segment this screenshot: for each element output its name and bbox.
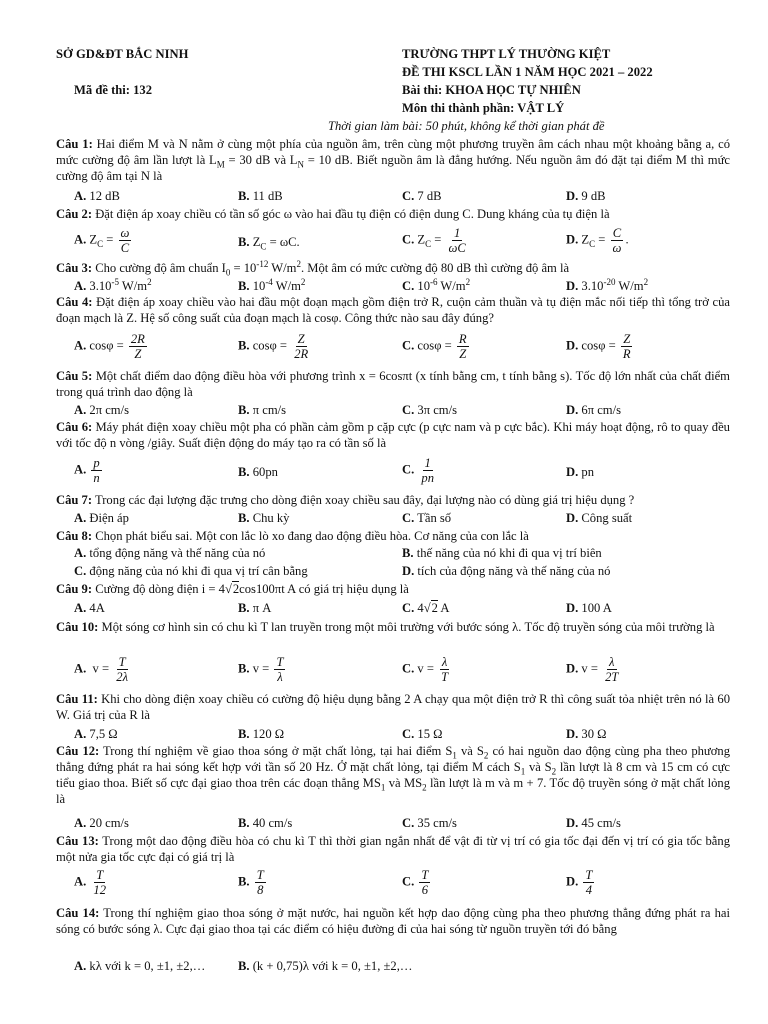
option-d[interactable]: D. 6π cm/s [566,403,621,417]
option-a[interactable]: A. kλ với k = 0, ±1, ±2,… [74,959,206,973]
option-a[interactable]: A. $\frac{T}{12}$ [74,868,106,897]
option-d[interactable]: D. $Z_C$ = $\frac{C}{\omega}$ . [566,226,629,255]
question-label: Câu 6: [56,420,93,434]
option-b[interactable]: B. $10^{-4}$ $W/m^2$ [238,276,306,293]
question-13: Câu 13: Trong một dao động điều hòa có chu kì T thì thời gian ngắn nhất để vật đi từ vị trí có gia tốc đại đến vị trí có gia tốc bằng một nửa gia tốc cực đại có giá trị là [56,834,730,864]
option-a[interactable]: A. cosφ = $\frac{2R}{Z}$ [74,332,145,361]
answer-options [74,456,734,488]
exam-subject: Bài thi: KHOA HỌC TỰ NHIÊN [402,83,581,97]
option-d[interactable]: D. pn [566,465,594,479]
answer-options [74,563,734,581]
option-c[interactable]: C. $\frac{1}{pn}$ [402,456,434,485]
answer-options [74,600,734,618]
question-label: Câu 12: [56,744,100,758]
option-c[interactable]: C. 35 cm/s [402,816,457,830]
option-b[interactable]: B. v = $\frac{T}{\lambda}$ [238,655,284,684]
question-2: Câu 2: Đặt điện áp xoay chiều có tần số góc ω vào hai đầu tụ điện có điện dung C. Dung kháng của tụ điện là [56,207,610,221]
question-label: Câu 2: [56,207,93,221]
answer-options [74,726,734,744]
option-d[interactable]: D. 100 A [566,601,612,615]
answer-options [74,332,734,364]
option-d[interactable]: D. cosφ = $\frac{Z}{R}$ [566,332,631,361]
question-10: Câu 10: Một sóng cơ hình sin có chu kì T lan truyền trong một môi trường với bước sóng λ. Tốc độ truyền sóng của môi trường là [56,620,715,634]
option-d[interactable]: D. 30 Ω [566,727,607,741]
option-b[interactable]: B. $\frac{T}{8}$ [238,868,264,897]
question-5: Câu 5: Một chất điểm dao động điều hòa với phương trình x = 6cosπt (x tính bằng cm, t tính bằng s). Tốc độ lớn nhất của chất điểm trong quá trình dao động là [56,369,730,399]
answer-options [74,655,734,687]
answer-options [74,402,734,420]
option-a[interactable]: A. 20 cm/s [74,816,129,830]
option-b[interactable]: B. 40 cm/s [238,816,293,830]
question-label: Câu 10: [56,620,99,634]
question-label: Câu 11: [56,692,98,706]
exam-time: Thời gian làm bài: 50 phút, không kể thời gian phát đề [328,119,605,133]
option-b[interactable]: B. π cm/s [238,403,287,417]
answer-options [74,815,734,833]
option-a[interactable]: A. $3.10^{-5}$ $W/m^2$ [74,276,152,293]
option-d[interactable]: D. 9 dB [566,189,606,203]
option-d[interactable]: D. tích của động năng và thế năng của nó [402,564,611,578]
question-label: Câu 5: [56,369,93,383]
option-c[interactable]: C. $10^{-6}$ $W/m^2$ [402,276,471,293]
option-a[interactable]: A. Điện áp [74,511,129,525]
option-c[interactable]: C. v = $\frac{\lambda}{T}$ [402,655,449,684]
option-b[interactable]: B. 11 dB [238,189,283,203]
option-d[interactable]: D. $\frac{T}{4}$ [566,868,593,897]
option-a[interactable]: A. $\frac{p}{n}$ [74,456,100,485]
question-label: Câu 4: [56,295,93,309]
option-a[interactable]: A. v = $\frac{T}{2\lambda}$ [74,655,129,684]
dept-name: SỞ GD&ĐT BẮC NINH [56,47,189,61]
answer-options [74,510,734,528]
option-b[interactable]: B. Chu kỳ [238,511,290,525]
option-c[interactable]: C. cosφ = $\frac{R}{Z}$ [402,332,467,361]
option-b[interactable]: B. 60pn [238,465,278,479]
question-7: Câu 7: Trong các đại lượng đặc trưng cho dòng điện xoay chiều sau đây, đại lượng nào có dùng giá trị hiệu dụng ? [56,493,635,507]
question-3: Câu 3: Cho cường độ âm chuẩn $I_0 = 10^{-12}$ $W/m^2$. Một âm có mức cường độ 80 dB thì cường độ âm là [56,258,570,278]
question-label: Câu 1: [56,137,93,151]
option-b[interactable]: B. $Z_C = \omega C$. [238,235,300,252]
answer-options [74,868,734,900]
option-d[interactable]: D. Công suất [566,511,633,525]
option-b[interactable]: B. thế năng của nó khi đi qua vị trí biên [402,546,602,560]
option-d[interactable]: D. 45 cm/s [566,816,621,830]
option-c[interactable]: C. $Z_C$ = $\frac{1}{\omega C}$ [402,226,466,255]
answer-options [74,226,734,256]
option-a[interactable]: A. tổng động năng và thế năng của nó [74,546,266,560]
school-name: TRƯỜNG THPT LÝ THƯỜNG KIỆT [402,47,611,61]
option-a[interactable]: A. 7,5 Ω [74,727,118,741]
question-label: Câu 7: [56,493,93,507]
question-9: Câu 9: Cường độ dòng điện i = 4√2cos100πt A có giá trị hiệu dụng là [56,582,409,596]
exam-title: ĐỀ THI KSCL LẦN 1 NĂM HỌC 2021 – 2022 [402,65,653,79]
question-12: Câu 12: Trong thí nghiệm về giao thoa sóng ở mặt chất lỏng, tại hai điểm $S_1$ và $S_2$ có hai nguồn dao động cùng pha theo phương thẳng đứng phát ra hai sóng kết hợp với tần số 20 Hz. Ở mặt chất lỏng, tại điểm M cách $S_1$ và $S_2$ lần lượt là 8 cm và 15 cm có cực tiểu giao thoa. Biết số cực đại giao thoa trên các đoạn thẳng $MS_1$ và $MS_2$ lần lượt là m và m + 7. Tốc độ truyền sóng ở mặt chất lỏng là [56,744,731,806]
option-c[interactable]: C. 7 dB [402,189,442,203]
option-a[interactable]: A. 12 dB [74,189,120,203]
question-4: Câu 4: Đặt điện áp xoay chiều vào hai đầu một đoạn mạch gồm điện trở R, cuộn cảm thuần và tụ điện mắc nối tiếp thì tổng trở của đoạn mạch là Z. Hệ số công suất của đoạn mạch là cosφ. Công thức nào sau đây đúng? [56,295,730,325]
option-b[interactable]: B. cosφ = $\frac{Z}{2R}$ [238,332,309,361]
question-label: Câu 9: [56,582,93,596]
question-14: Câu 14: Trong thí nghiệm giao thoa sóng ở mặt nước, hai nguồn kết hợp dao động cùng pha theo phương thẳng đứng phát ra hai sóng có bước sóng λ. Cực đại giao thoa tại các điểm có hiệu đường đi của hai sóng từ nguồn truyền tới đó bằng [56,906,730,936]
option-a[interactable]: A. 2π cm/s [74,403,129,417]
option-b[interactable]: B. 120 Ω [238,727,285,741]
option-d[interactable]: D. $3.10^{-20}$ $W/m^2$ [566,276,649,293]
option-a[interactable]: A. 4A [74,601,105,615]
option-d[interactable]: D. v = $\frac{\lambda}{2T}$ [566,655,619,684]
exam-code: Mã đề thi: 132 [74,83,153,97]
exam-component: Môn thi thành phần: VẬT LÝ [402,101,565,115]
option-b[interactable]: B. π A [238,601,272,615]
option-c[interactable]: C. 3π cm/s [402,403,457,417]
answer-options [74,188,734,206]
question-label: Câu 8: [56,529,93,543]
question-label: Câu 13: [56,834,99,848]
question-label: Câu 3: [56,261,93,275]
option-b[interactable]: B. (k + 0,75)λ với k = 0, ±1, ±2,… [238,959,413,973]
option-c[interactable]: C. Tần số [402,511,452,525]
option-c[interactable]: C. 15 Ω [402,727,443,741]
question-6: Câu 6: Máy phát điện xoay chiều một pha có phần cảm gồm p cặp cực (p cực nam và p cực bắc). Khi máy hoạt động, rô to quay đều với tốc độ n vòng /giây. Suất điện động do máy tạo ra có tần số là [56,420,730,450]
option-a[interactable]: A. $Z_C$ = $\frac{\omega}{C}$ [74,226,130,255]
question-label: Câu 14: [56,906,100,920]
option-c[interactable]: C. động năng của nó khi đi qua vị trí cân bằng [74,564,308,578]
answer-options [74,958,734,976]
option-c[interactable]: C. $\frac{T}{6}$ [402,868,429,897]
question-11: Câu 11: Khi cho dòng điện xoay chiều có cường độ hiệu dụng bằng 2 A chạy qua một điện trở R thì công suất tỏa nhiệt trên nó là 60 W. Giá trị của R là [56,692,730,722]
option-c[interactable]: C. 4√2 A [402,601,450,615]
question-1: Câu 1: Hai điểm M và N nằm ở cùng một phía của nguồn âm, trên cùng một phương truyền âm cách nhau một khoảng bằng a, có mức cường độ âm lần lượt là $L_M = 30$ dB và $L_N = 10$ dB. Biết nguồn âm là đẳng hướng. Nếu nguồn âm đó đặt tại điểm M thì mức cường độ âm tại N là [56,137,730,183]
answer-options [74,545,734,563]
question-8: Câu 8: Chọn phát biểu sai. Một con lắc lò xo đang dao động điều hòa. Cơ năng của con lắc là [56,529,529,543]
